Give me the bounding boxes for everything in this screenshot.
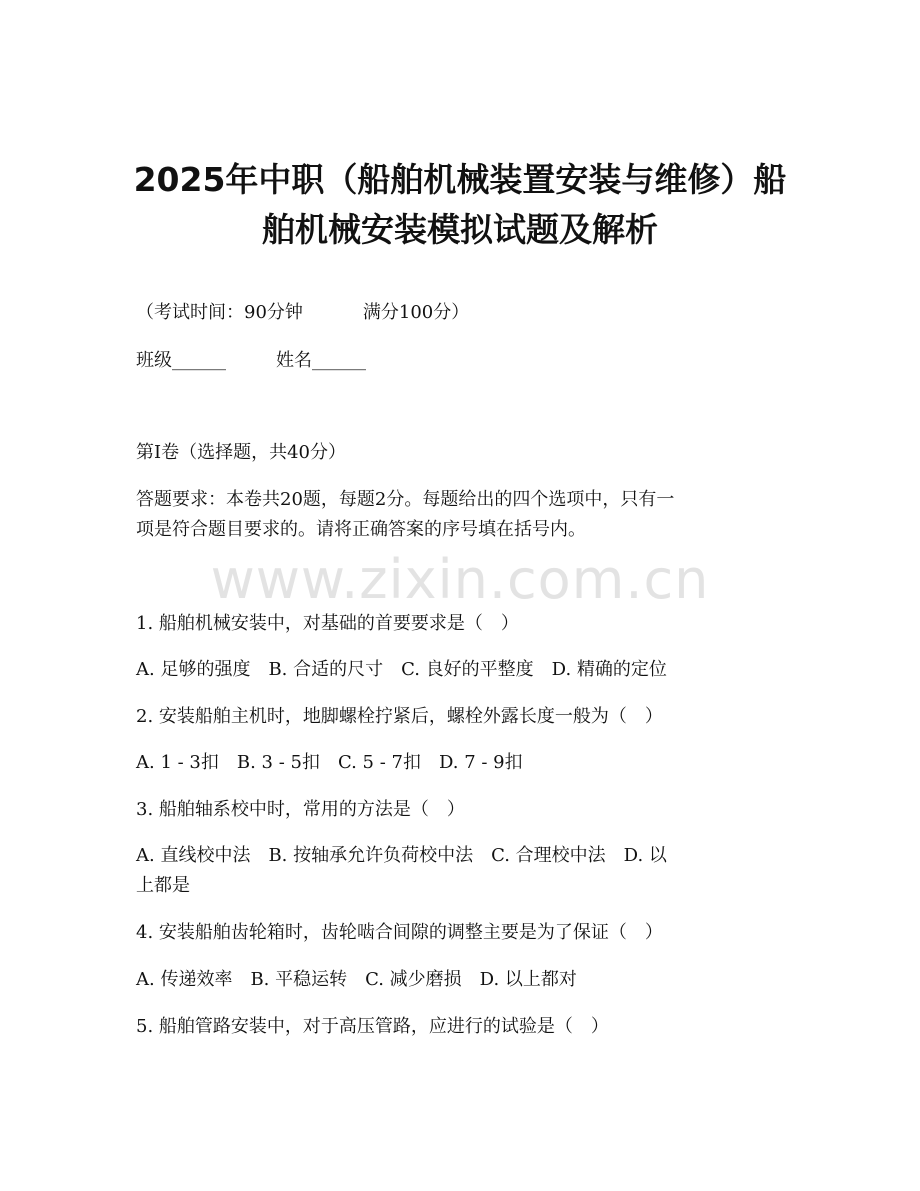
question-4-options: A. 传递效率 B. 平稳运转 C. 减少磨损 D. 以上都对 [136,969,577,990]
instructions-line-1: 答题要求：本卷共20题，每题2分。每题给出的四个选项中，只有一 [136,489,675,510]
question-2: 2. 安装船舶主机时，地脚螺栓拧紧后，螺栓外露长度一般为（ ） [136,706,663,727]
question-2-options: A. 1 - 3扣 B. 3 - 5扣 C. 5 - 7扣 D. 7 - 9扣 [136,752,523,773]
question-3-options: A. 直线校中法 B. 按轴承允许负荷校中法 C. 合理校中法 D. 以 [136,845,667,866]
name-field: 姓名______ [276,350,366,371]
title-line-2: 舶机械安装模拟试题及解析 [262,210,658,249]
title-line-1: 2025年中职（船舶机械装置安装与维修）船 [133,160,787,199]
question-5: 5. 船舶管路安装中，对于高压管路，应进行的试验是（ ） [136,1016,609,1037]
exam-score: 满分100分） [362,302,470,323]
question-3: 3. 船舶轴系校中时，常用的方法是（ ） [136,799,465,820]
section-title: 第I卷（选择题，共40分） [136,442,347,463]
question-1: 1. 船舶机械安装中，对基础的首要要求是（ ） [136,613,519,634]
question-3-options-cont: 上都是 [136,875,190,896]
watermark: www.zixin.com.cn [210,548,710,611]
exam-info [136,299,469,327]
exam-time: （考试时间：90分钟 [136,302,303,323]
class-field: 班级______ [136,350,226,371]
instructions-line-2: 项是符合题目要求的。请将正确答案的序号填在括号内。 [136,519,586,540]
question-1-options: A. 足够的强度 B. 合适的尺寸 C. 良好的平整度 D. 精确的定位 [136,659,667,680]
question-4: 4. 安装船舶齿轮箱时，齿轮啮合间隙的调整主要是为了保证（ ） [136,922,663,943]
student-fields [136,347,366,375]
